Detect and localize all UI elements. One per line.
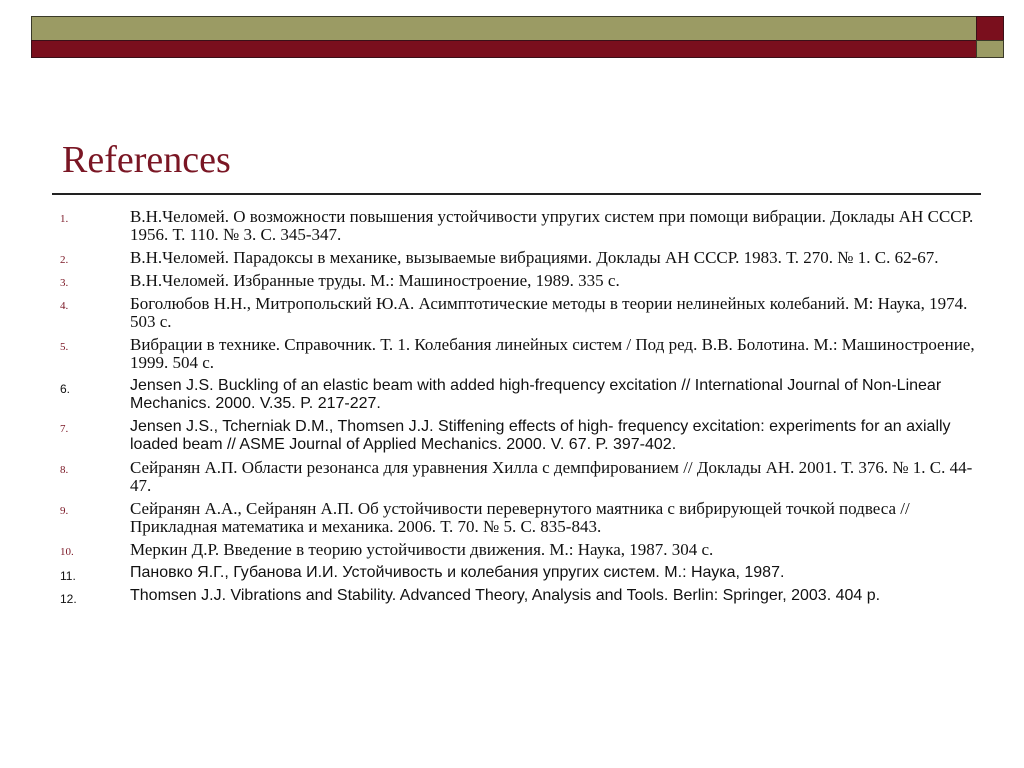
slide-title: References <box>62 139 231 181</box>
reference-item-6 <box>60 377 975 413</box>
reference-item-11 <box>60 564 975 582</box>
reference-number: 5. <box>60 341 69 353</box>
reference-text: Сейранян А.П. Области резонанса для уравнения Хилла с демпфированием // Доклады АН. 2001. Т. 376. № 1. С. 44-47. <box>130 458 973 495</box>
reference-item-8 <box>60 459 975 495</box>
reference-text: В.Н.Челомей. Парадоксы в механике, вызываемые вибрациями. Доклады АН СССР. 1983. Т. 270. № 1. С. 62-67. <box>130 248 939 267</box>
reference-item-5 <box>60 336 975 372</box>
reference-text: Меркин Д.Р. Введение в теорию устойчивости движения. М.: Наука, 1987. 304 с. <box>130 540 714 559</box>
reference-text: Боголюбов Н.Н., Митропольский Ю.А. Асимптотические методы в теории нелинейных колебаний. М: Наука, 1974. 503 с. <box>130 294 968 331</box>
reference-number: 4. <box>60 300 69 312</box>
reference-number: 1. <box>60 213 69 225</box>
reference-text: В.Н.Челомей. О возможности повышения устойчивости упругих систем при помощи вибрации. Доклады АН СССР. 1956. Т. 110. № 3. С. 345-347. <box>130 207 974 244</box>
reference-text: Jensen J.S. Buckling of an elastic beam with added high-frequency excitation // International Journal of Non-Linear Mechanics. 2000. V.35. P. 217-227. <box>130 377 942 412</box>
title-divider <box>52 193 981 195</box>
reference-number: 7. <box>60 423 69 435</box>
reference-number: 12. <box>60 592 77 606</box>
reference-item-9 <box>60 500 975 536</box>
corner-square-olive <box>976 40 1004 58</box>
reference-list <box>60 208 975 610</box>
reference-item-4 <box>60 295 975 331</box>
reference-item-10 <box>60 541 975 559</box>
reference-number: 2. <box>60 254 69 266</box>
reference-number: 8. <box>60 464 69 476</box>
reference-text: Сейранян А.А., Сейранян А.П. Об устойчивости перевернутого маятника с вибрирующей точкой подвеса // Прикладная математика и механика. 2006. Т. 70. № 5. С. 835-843. <box>130 499 910 536</box>
reference-item-2 <box>60 249 975 267</box>
reference-item-1 <box>60 208 975 244</box>
reference-number: 11. <box>60 569 76 583</box>
corner-square-maroon <box>976 16 1004 41</box>
reference-text: В.Н.Челомей. Избранные труды. М.: Машиностроение, 1989. 335 с. <box>130 271 620 290</box>
reference-text: Пановко Я.Г., Губанова И.И. Устойчивость и колебания упругих систем. М.: Наука, 1987. <box>130 564 785 581</box>
header-bar-olive <box>31 16 977 41</box>
reference-number: 9. <box>60 505 69 517</box>
reference-text: Thomsen J.J. Vibrations and Stability. Advanced Theory, Analysis and Tools. Berlin: Springer, 2003. 404 p. <box>130 587 881 604</box>
reference-number: 3. <box>60 277 69 289</box>
reference-text: Вибрации в технике. Справочник. Т. 1. Колебания линейных систем / Под ред. В.В. Болотина. М.: Машиностроение, 1999. 504 с. <box>130 335 975 372</box>
reference-text: Jensen J.S., Tcherniak D.M., Thomsen J.J. Stiffening effects of high- frequency excitation: experiments for an axially loaded beam // ASME Journal of Applied Mechanics. 2000. V. 67. P. 397-402. <box>130 418 951 453</box>
reference-item-3 <box>60 272 975 290</box>
header-bar-maroon <box>31 40 977 58</box>
reference-number: 10. <box>60 546 74 558</box>
reference-item-7 <box>60 418 975 454</box>
reference-number: 6. <box>60 382 71 396</box>
reference-item-12 <box>60 587 975 605</box>
